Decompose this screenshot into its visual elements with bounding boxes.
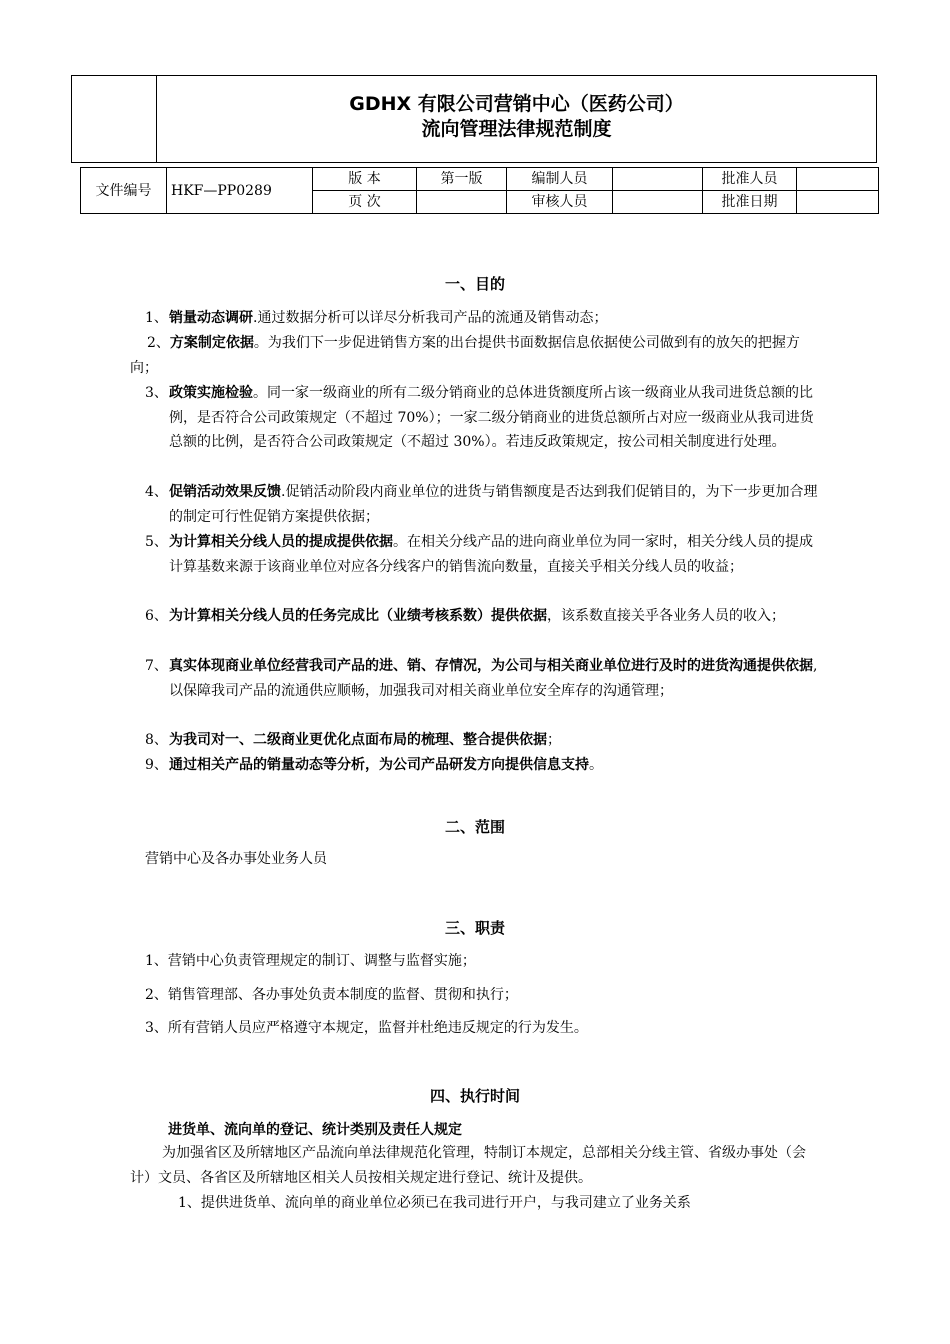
document-title: [157, 92, 876, 142]
approver-label: 批准人员: [703, 168, 797, 191]
item-heading: 为计算相关分线人员的提成提供依据: [169, 534, 393, 550]
item-heading: 为我司对一、二级商业更优化点面布局的梳理、整合提供依据: [169, 732, 547, 748]
document-header: [71, 75, 877, 163]
list-item: [130, 331, 810, 380]
page-label: 页 次: [313, 191, 417, 214]
list-item: [145, 480, 825, 529]
version-label: 版 本: [313, 168, 417, 191]
approver-value: [797, 168, 879, 191]
document-info-table: [80, 167, 879, 214]
item-text: 。同一家一级商业的所有二级分销商业的总体进货额度所占该一级商业从我司进货总额的比例，是否符合公司政策规定（不超过 70%）；一家二级分销商业的进货总额所占对应一级商业从我司进货总额的比例，是否符合公司政策规定（不超过 30%）。若违反政策规定，按公司相关制度进行处理。: [169, 385, 814, 450]
list-item: [145, 753, 825, 778]
list-item: 3、所有营销人员应严格遵守本规定，监督并杜绝违反规定的行为发生。: [145, 1020, 588, 1036]
list-item: [145, 306, 825, 331]
item-heading: 政策实施检验: [169, 385, 253, 401]
item-number: 4、: [145, 484, 168, 500]
page-value: [417, 191, 507, 214]
approve-date-value: [797, 191, 879, 214]
doc-no-value: HKF—PP0289: [167, 168, 313, 214]
section-title-effective-time: 四、执行时间: [429, 1087, 520, 1105]
item-heading: 为计算相关分线人员的任务完成比（业绩考核系数）提供依据: [169, 608, 547, 624]
item-number: 3、: [145, 385, 168, 401]
editor-value: [613, 168, 703, 191]
list-item: [145, 530, 825, 579]
item-text: 。: [589, 757, 603, 773]
item-number: 5、: [145, 534, 168, 550]
item-heading: 真实体现商业单位经营我司产品的进、销、存情况，为公司与相关商业单位进行及时的进货沟通提供依据: [169, 658, 813, 674]
item-text: .促销活动阶段内商业单位的进货与销售额度是否达到我们促销目的，为下一步更加合理的制定可行性促销方案提供依据；: [169, 484, 818, 525]
section-title-purpose: 一、目的: [444, 275, 505, 293]
item-number: 6、: [145, 608, 168, 624]
version-value: 第一版: [417, 168, 507, 191]
item-heading: 方案制定依据: [169, 335, 254, 351]
approve-date-label: 批准日期: [703, 191, 797, 214]
paragraph: 1、提供进货单、流向单的商业单位必须已在我司进行开户，与我司建立了业务关系: [178, 1195, 691, 1211]
list-item: [145, 604, 825, 629]
list-item: [145, 654, 825, 703]
section-title-responsibilities: 三、职责: [444, 919, 505, 937]
item-number: 1、: [145, 310, 168, 326]
item-heading: 促销活动效果反馈: [169, 484, 281, 500]
item-number: 8、: [145, 732, 168, 748]
item-number: 2、: [147, 335, 170, 351]
item-number: 9、: [145, 757, 168, 773]
item-text: ,以保障我司产品的流通供应顺畅，加强我司对相关商业单位安全库存的沟通管理；: [169, 658, 818, 699]
list-item: 1、营销中心负责管理规定的制订、调整与监督实施；: [145, 953, 476, 969]
subsection-title: 进货单、流向单的登记、统计类别及责任人规定: [168, 1122, 462, 1138]
item-text: .通过数据分析可以详尽分析我司产品的流通及销售动态；: [253, 310, 608, 326]
item-text: ，该系数直接关乎各业务人员的收入；: [547, 608, 785, 624]
list-item: [145, 381, 815, 455]
item-text: 。为我们下一步促进销售方案的出台提供书面数据信息依据使公司做到有的放矢的把握方向；: [130, 335, 800, 376]
list-item: 2、销售管理部、各办事处负责本制度的监督、贯彻和执行；: [145, 987, 518, 1003]
paragraph: 为加强省区及所辖地区产品流向单法律规范化管理，特制订本规定，总部相关分线主管、省级办事处（会计）文员、各省区及所辖地区相关人员按相关规定进行登记、统计及提供。: [130, 1145, 806, 1186]
title-line-2: 流向管理法律规范制度: [421, 118, 612, 140]
doc-no-label: 文件编号: [81, 168, 167, 214]
reviewer-value: [613, 191, 703, 214]
item-heading: 通过相关产品的销量动态等分析，为公司产品研发方向提供信息支持: [169, 757, 589, 773]
reviewer-label: 审核人员: [507, 191, 613, 214]
item-heading: 销量动态调研: [169, 310, 253, 326]
scope-text: 营销中心及各办事处业务人员: [145, 851, 327, 867]
title-line-1: GDHX 有限公司营销中心（医药公司）: [349, 93, 684, 115]
table-row: [81, 168, 879, 191]
item-text: 。在相关分线产品的进向商业单位为同一家时，相关分线人员的提成计算基数来源于该商业单位对应各分线客户的销售流向数量，直接关乎相关分线人员的收益；: [169, 534, 813, 575]
item-number: 7、: [145, 658, 168, 674]
list-item: [145, 728, 825, 753]
editor-label: 编制人员: [507, 168, 613, 191]
item-text: ；: [547, 732, 561, 748]
section-title-scope: 二、范围: [444, 818, 505, 836]
logo-cell: [72, 76, 157, 162]
